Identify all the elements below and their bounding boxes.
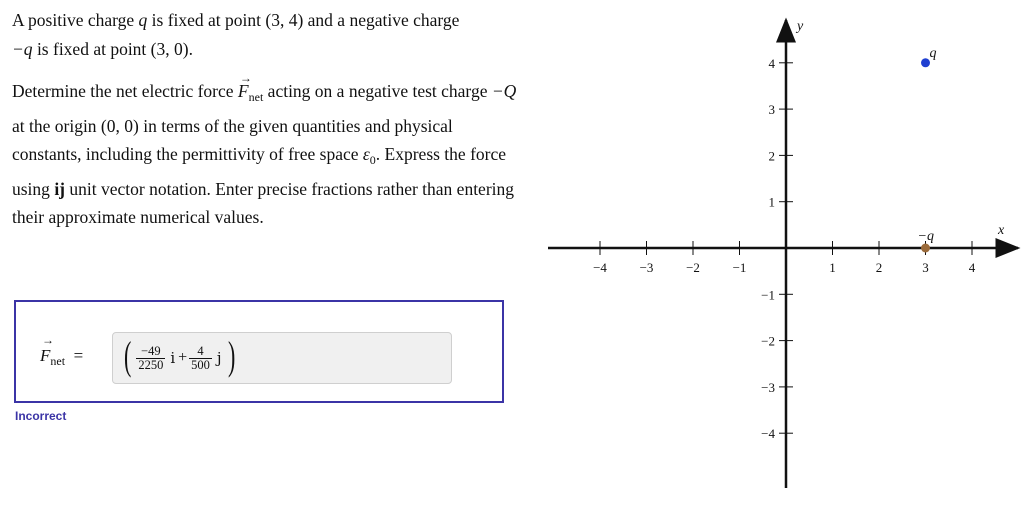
- y-tick-label: −2: [761, 333, 775, 349]
- y-tick-label: 4: [768, 55, 775, 71]
- problem-paragraph-1: A positive charge q is fixed at point (3, 4) and a negative charge −q is fixed at point (3, 0).: [12, 10, 460, 59]
- charge-point: [921, 244, 930, 253]
- x-tick-label: 4: [968, 260, 976, 275]
- problem-paragraph-2: Determine the net electric force → $F_{net}$ acting on a negative test charge −Q at the origin (0, 0) in terms of the given quantities and physical constants, including the permittivity of free space $\varepsilon_0$. Express the force using ij unit vector notation. Enter precise fractions rather than entering their approximate numerical values.: [12, 77, 517, 232]
- y-tick-label: −1: [761, 287, 775, 303]
- x-tick-label: −2: [686, 260, 700, 275]
- y-axis-name: y: [797, 19, 804, 34]
- answer-expression: ( $\frac{-49}{2250}$ i + $\frac{4}{500}$ j ): [123, 333, 235, 378]
- charge-label: q: [929, 45, 937, 61]
- y-tick-label: −3: [761, 379, 775, 395]
- x-tick-label: 2: [875, 260, 883, 275]
- j-coefficient-fraction: $\frac{4}{500}$: [191, 343, 210, 372]
- x-tick-label: −4: [593, 260, 607, 275]
- x-tick-label: −3: [639, 260, 654, 275]
- y-tick-label: 3: [768, 102, 775, 118]
- x-tick-label: 3: [922, 260, 929, 275]
- i-coefficient-fraction: $\frac{-49}{2250}$: [138, 343, 164, 372]
- answer-label: → $F_{net}$ =: [40, 346, 83, 369]
- answer-status: Incorrect: [15, 409, 67, 423]
- force-vector-symbol: → F: [238, 77, 249, 106]
- x-tick-label: 1: [829, 260, 836, 275]
- x-tick-label: −1: [732, 260, 747, 275]
- charge-label: −q: [917, 229, 934, 244]
- x-axis-name: x: [998, 223, 1005, 238]
- y-tick-label: 1: [768, 194, 775, 210]
- y-tick-label: −4: [761, 426, 775, 442]
- y-tick-label: 2: [768, 148, 775, 164]
